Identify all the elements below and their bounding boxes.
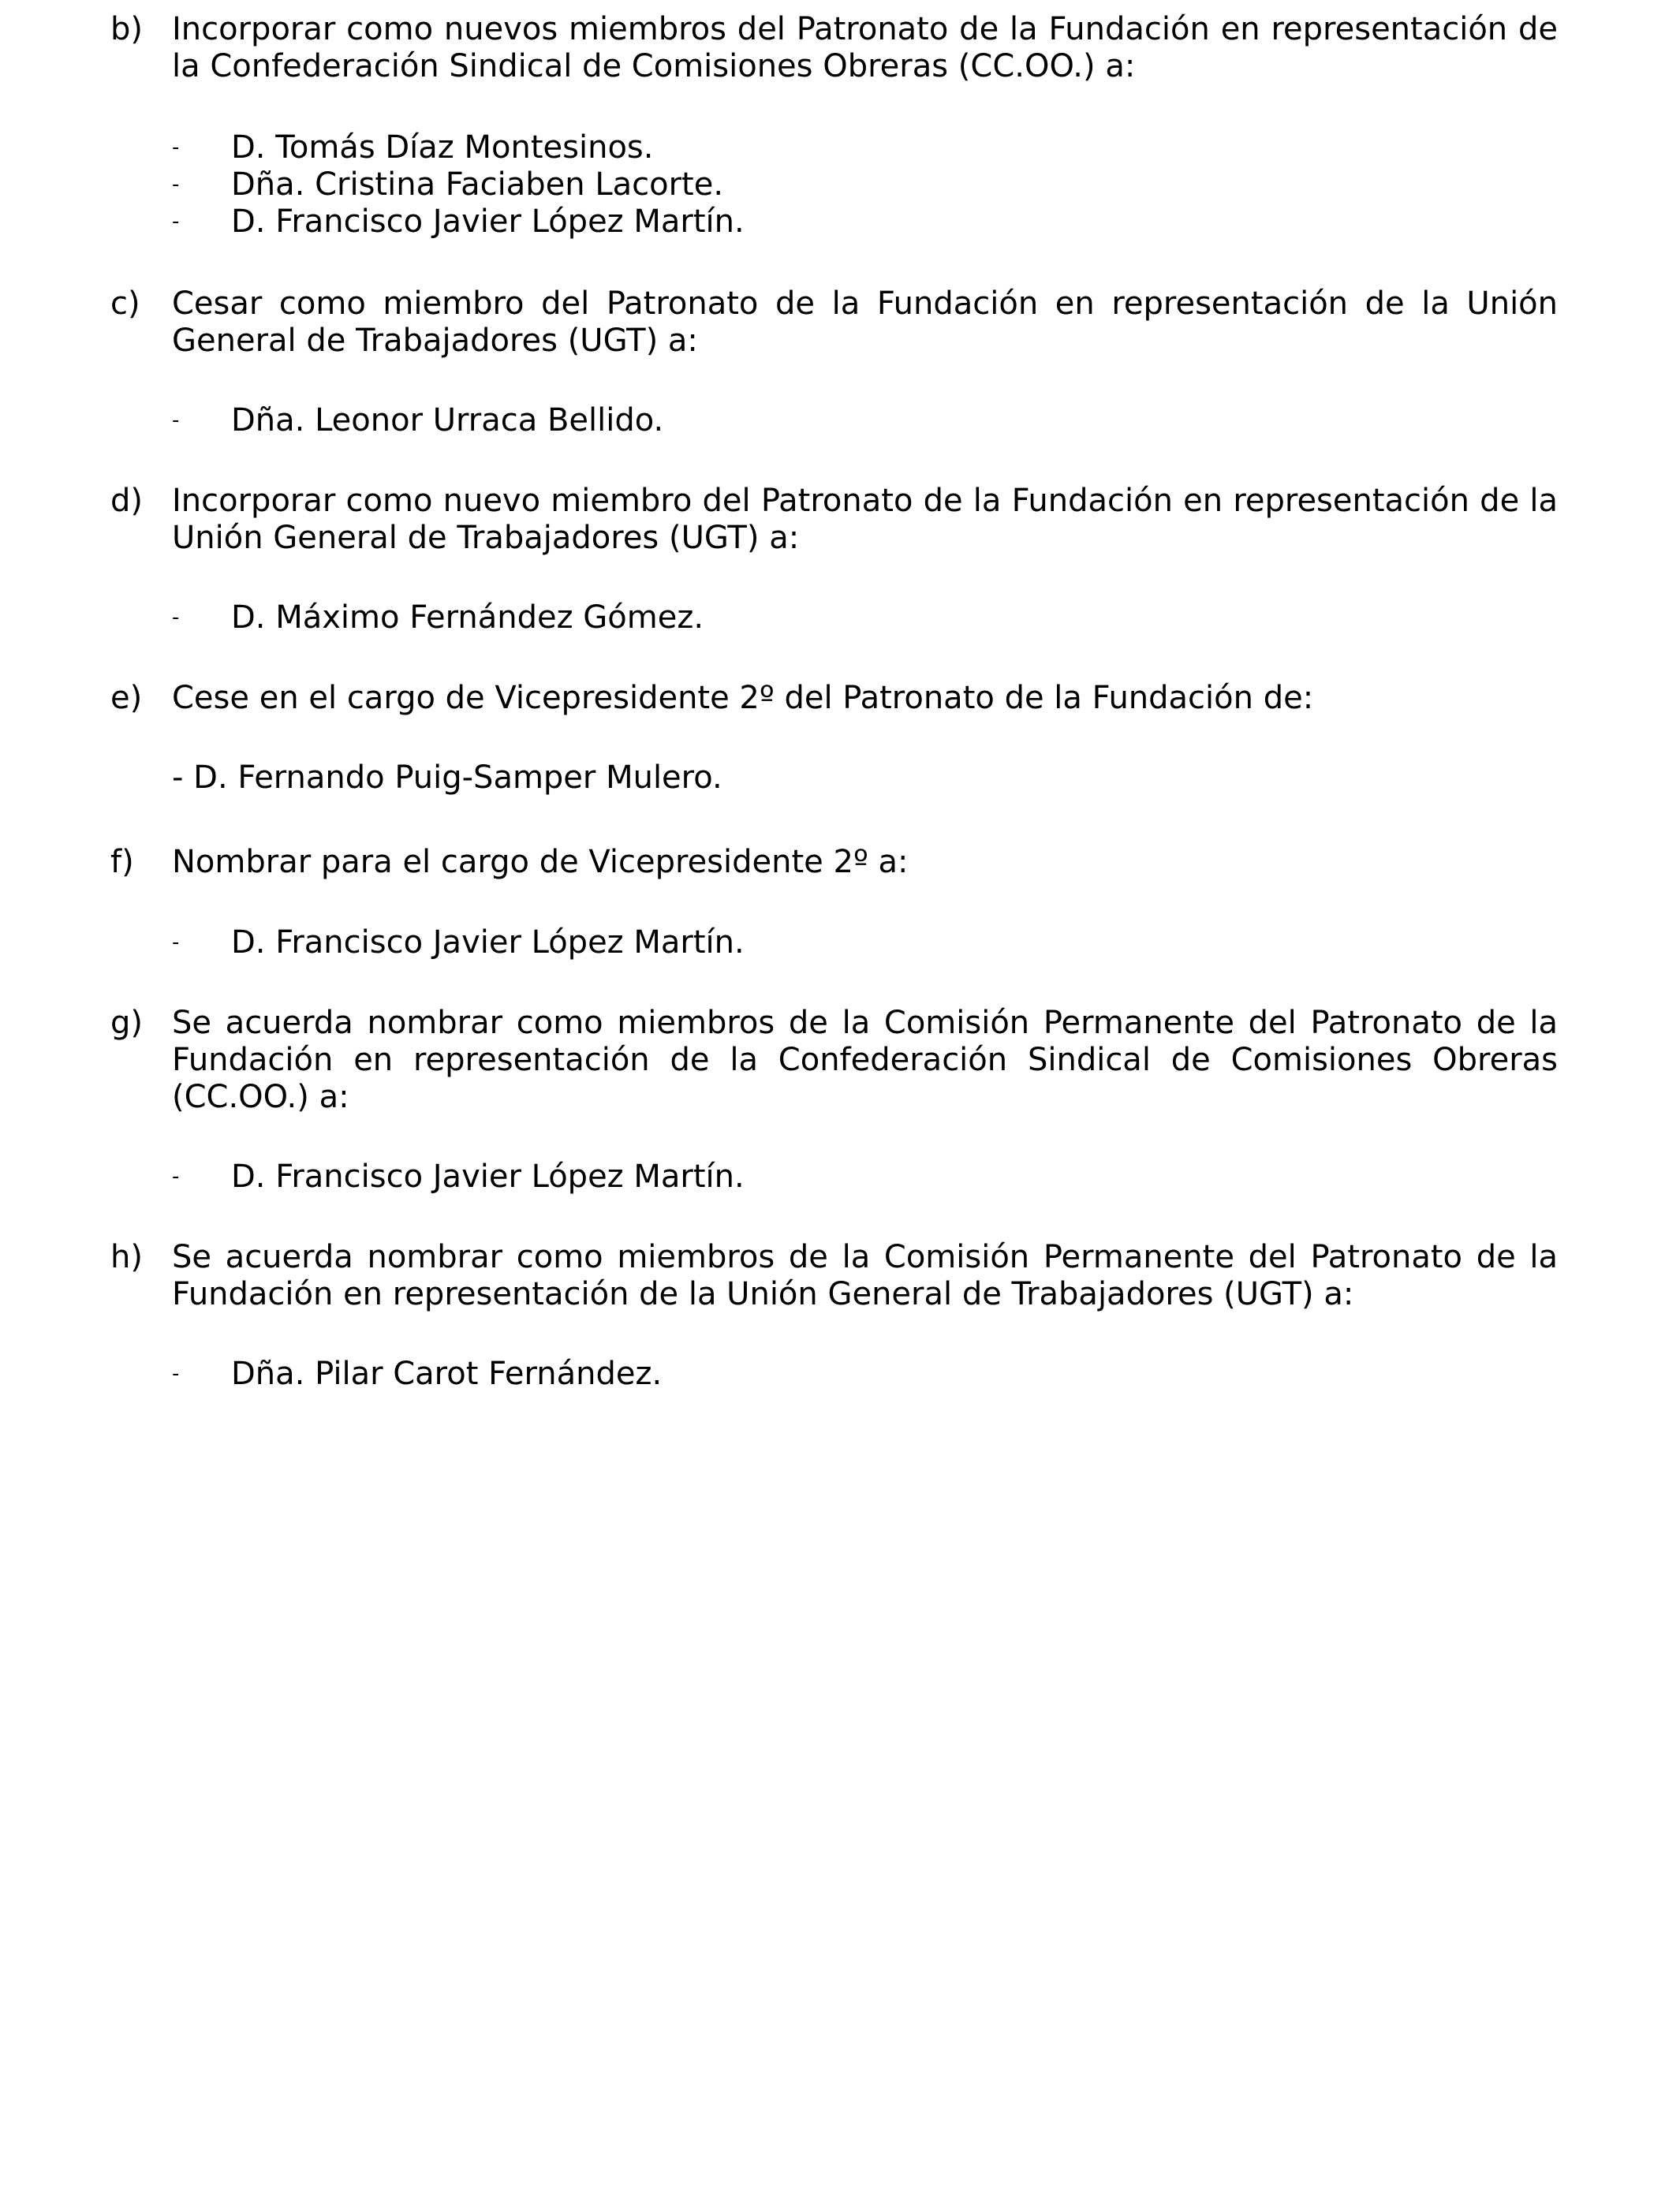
member-line: - D. Fernando Puig-Samper Mulero.: [172, 759, 722, 796]
member-name: D. Francisco Javier López Martín.: [231, 1159, 745, 1195]
item-text: Incorporar como nuevo miembro del Patronato de la Fundación en representación de la Unión General de Trabajadores (UGT) a:: [172, 483, 1558, 556]
list-item: [172, 599, 1558, 636]
dash-marker: -: [172, 409, 180, 432]
item-c: [110, 285, 1558, 360]
bullet-list-d: [172, 599, 1558, 636]
list-item: [172, 402, 1558, 439]
bullet-list-b: [172, 129, 1558, 241]
dash-marker: -: [172, 173, 180, 196]
bullet-list-f: [172, 924, 1558, 961]
bullet-list-h: [172, 1356, 1558, 1393]
item-h: [110, 1239, 1558, 1313]
dash-marker: -: [172, 1165, 180, 1189]
bullet-list-g: [172, 1159, 1558, 1196]
member-name: D. Francisco Javier López Martín.: [231, 924, 745, 961]
member-name: D. Máximo Fernández Gómez.: [231, 599, 704, 636]
item-text: Incorporar como nuevos miembros del Patronato de la Fundación en representación de la Confederación Sindical de Comisiones Obreras (CC.OO.) a:: [172, 11, 1558, 84]
item-marker: c): [110, 285, 140, 322]
member-name: D. Tomás Díaz Montesinos.: [231, 129, 654, 166]
list-item: [172, 1159, 1558, 1196]
member-name: Dña. Cristina Faciaben Lacorte.: [231, 166, 724, 203]
item-text: Se acuerda nombrar como miembros de la Comisión Permanente del Patronato de la Fundación en representación de la Confederación Sindical de Comisiones Obreras (CC.OO.) a:: [172, 1005, 1558, 1115]
item-b: [110, 11, 1558, 85]
item-text: Se acuerda nombrar como miembros de la Comisión Permanente del Patronato de la Fundación en representación de la Unión General de Trabajadores (UGT) a:: [172, 1239, 1558, 1312]
item-d: [110, 483, 1558, 557]
dash-marker: -: [172, 136, 180, 159]
item-f: [110, 844, 1558, 881]
list-item: [172, 1356, 1558, 1393]
dash-marker: -: [172, 606, 180, 629]
item-text: Cesar como miembro del Patronato de la Fundación en representación de la Unión General de Trabajadores (UGT) a:: [172, 285, 1558, 359]
bullet-list-c: [172, 402, 1558, 439]
list-item: [172, 129, 1558, 166]
item-marker: e): [110, 680, 143, 716]
item-g: [110, 1005, 1558, 1116]
item-marker: b): [110, 11, 143, 47]
member-name: Dña. Leonor Urraca Bellido.: [231, 402, 664, 438]
list-item: [172, 203, 1558, 241]
member-name: D. Francisco Javier López Martín.: [231, 203, 745, 240]
list-item: [172, 924, 1558, 961]
item-marker: g): [110, 1005, 143, 1041]
item-text: Cese en el cargo de Vicepresidente 2º del Patronato de la Fundación de:: [172, 680, 1314, 716]
list-item: [172, 166, 1558, 203]
item-marker: f): [110, 844, 134, 880]
dash-marker: -: [172, 1362, 180, 1386]
item-text: Nombrar para el cargo de Vicepresidente 2º a:: [172, 844, 909, 880]
member-name: Dña. Pilar Carot Fernández.: [231, 1356, 663, 1392]
item-marker: h): [110, 1239, 143, 1275]
item-marker: d): [110, 483, 143, 519]
dash-marker: -: [172, 210, 180, 233]
item-e: [110, 680, 1558, 717]
dash-marker: -: [172, 931, 180, 954]
